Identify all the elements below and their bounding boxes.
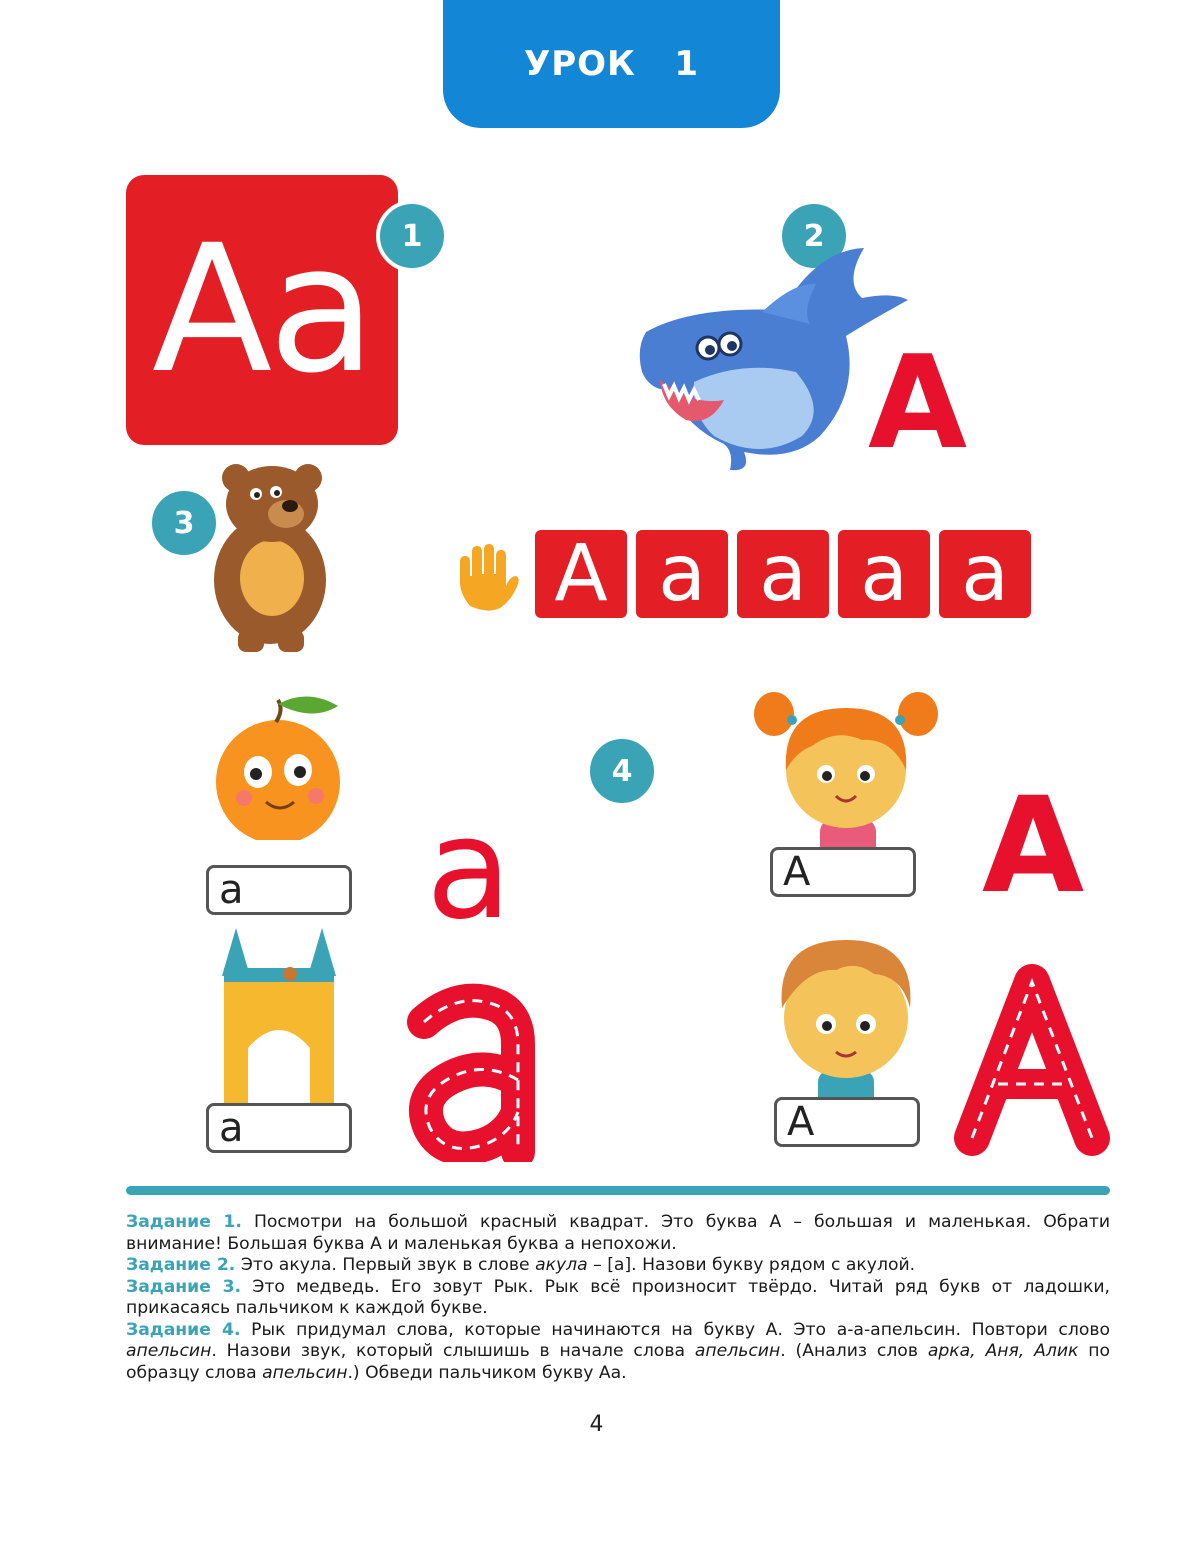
lesson-number: 1 [674,44,699,84]
task-3 [126,1277,1110,1320]
word-box-girl: А [770,847,916,897]
task-4-text: .) Обведи пальчиком букву Аа. [347,1362,627,1383]
letter-tile: а [737,530,829,618]
task-4-text: Рык придумал слова, которые начинаются на букву А. Это а-а-апельсин. Повтори слово [251,1319,1110,1340]
boy-illustration [756,930,936,1120]
task-2-label: Задание 2. [126,1255,236,1275]
letter-tile: А [535,530,627,618]
letter-tile: а [636,530,728,618]
task-4-word: апельсин [126,1341,212,1361]
word-box-orange: а [206,865,352,915]
badge-4: 4 [586,735,658,807]
task-2-text: Это акула. Первый звук в слове [240,1255,530,1275]
orange-illustration [208,690,358,840]
shark-letter: А [868,329,968,478]
task-3-label: Задание 3. [126,1276,242,1297]
page-number: 4 [589,1412,604,1437]
task-4-text: . Назови звук, который слышишь в начале слова [211,1341,685,1361]
task-4 [126,1320,1110,1385]
lowercase-letter: а [426,788,512,951]
word-box-boy: А [774,1097,920,1147]
section-divider [126,1186,1110,1195]
letter-tile: а [939,530,1031,618]
task-4-word: апельсин [262,1362,348,1383]
task-1-label: Задание 1. [126,1212,242,1232]
hand-icon [452,542,522,612]
task-4-text: по образцу слова [126,1341,1111,1383]
task-4-word: апельсин [694,1341,781,1361]
trace-lowercase-letter [400,982,540,1162]
uppercase-letter: А [982,769,1085,923]
lesson-header-tab [443,0,780,128]
lesson-label: УРОК [523,44,636,84]
trace-uppercase-letter [952,960,1112,1156]
word-box-arch: а [206,1103,352,1153]
bear-illustration [200,462,340,658]
task-2-text-end: – [а]. Назови букву рядом с акулой. [593,1255,916,1275]
task-3-text: Это медведь. Его зовут Рык. Рык всё произносит твёрдо. Читай ряд букв от ладошки, прикасаясь пальчиком к каждой букве. [126,1276,1110,1318]
task-2 [126,1255,1110,1277]
task-2-word: акула [535,1255,588,1275]
task-1-text: Посмотри на большой красный квадрат. Это буква А – большая и маленькая. Обрати внимание! Большая буква А и маленькая буква а непохожи. [126,1212,1111,1254]
badge-2: 2 [778,200,850,272]
task-4-label: Задание 4. [126,1319,241,1340]
arch-illustration [218,928,342,1118]
task-1 [126,1212,1110,1255]
task-4-text: . (Анализ слов [780,1341,918,1361]
task-instructions [126,1212,1110,1384]
task-4-word: арка, Аня, Алик [927,1341,1079,1361]
letter-square: Aa [126,175,398,445]
badge-1: 1 [376,200,448,272]
badge-3: 3 [148,487,220,559]
letter-tile: а [838,530,930,618]
